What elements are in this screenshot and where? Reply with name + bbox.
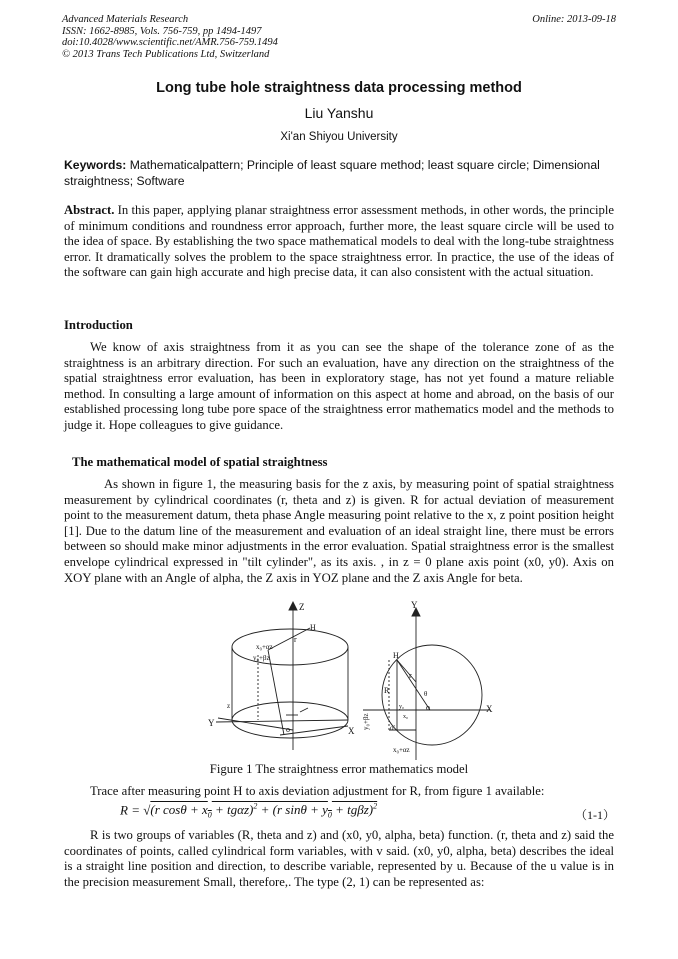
tilted-axis [268,650,284,735]
model-section-text: As shown in figure 1, the measuring basis for the z axis, by measuring point of spatial straightness measurement by cylindrical coordinates (r, theta and z) is given. R for actual deviation of measurement point to the measurement datum, theta phase Angle measuring point relative to the x, z point position height [1]. Due to the datum line of the measurement and evaluation of an ideal straight line, there must be errors between so should make minor adjustments in the error evaluation. Spatial straightness error is the smallest envelope cylindrical expressed in "tilt cylinder", as its axis. , in z = 0 plane axis point (x0, y0). Axis on XOY plane with an Angle of alpha, the Z axis in YOZ plane and the Z axis Angle for beta. [64,477,614,585]
fig-label-xa: x₀+αz [256,643,273,651]
fig-label-y-axis-2: Y [411,600,418,610]
z-axis-arrow [289,602,297,610]
fig-label-xo: x₀ [403,714,409,720]
fig-label-ya-2: y₀+βz [362,713,370,730]
fig-label-z-axis: Z [299,602,305,612]
keywords [64,158,616,189]
fig-label-h-2: H [393,651,399,660]
issn-line: ISSN: 1662-8985, Vols. 756-759, pp 1494-1497 [62,25,262,37]
introduction-heading: Introduction [64,318,133,332]
affiliation: Xi'an Shiyou University [280,131,398,143]
final-text: R is two groups of variables (R, theta and z) and (x0, y0, alpha, beta) function. (r, theta and z) said the coordinates of points, called cylindrical form variables, with v said. (x0, y0, alpha, beta) describes the ideal is a straight line position and direction, to describe variable, represented by u. Because of the u value is in the precision measurement Small, therefore,. The type (2, 1) can be represented as: [64,828,614,889]
fig-label-o: o [286,725,290,734]
doi-line: doi:10.4028/www.scientific.net/AMR.756-759.1494 [62,37,278,48]
fig-label-r-2: r [409,671,412,680]
r-line [397,660,416,682]
beta-arc [300,708,308,712]
keywords-text: Mathematicalpattern; Principle of least square method; least square circle; Dimensional straightness; Software [64,158,600,188]
abstract [64,203,614,281]
equation-sub-x0: 0 [207,810,212,820]
cylinder-top-ellipse [232,629,348,665]
fig-label-o-2: o [426,703,430,712]
equation-term1: (r cosθ + x [150,802,208,818]
fig-label-xa-2: x₀+αz [393,746,410,754]
equation-term2b: + tgβz) [331,802,374,818]
online-date: Online: 2013-09-18 [532,14,616,25]
abstract-label: Abstract. [64,203,115,217]
figure-caption: Figure 1 The straightness error mathematics model [209,762,469,776]
copyright-line: © 2013 Trans Tech Publications Ltd, Switzerland [62,48,270,60]
equation-lhs: R = [120,802,140,818]
fig-label-r: r [294,635,297,644]
fig-label-y-axis: Y [208,718,215,728]
fig-label-x-axis: X [348,726,355,736]
fig-label-ya: y₀+βz [253,654,270,662]
journal-header [62,14,616,60]
abstract-text: In this paper, applying planar straightness error assessment methods, in other words, the principle of minimum conditions and roundness error approach, further more, the least square circle will be used to the idea of space. By establishing the two space mathematical models to deal with the long-tube straightness error. It dramatically solves the problem to the space straightness error. In practice, the use of the ideas of the software can gain high accurate and high precise data, it can also consistent with the actual situation. [64,203,614,280]
journal-name: Advanced Materials Research [62,14,189,25]
keywords-label: Keywords: [64,158,127,172]
author-name: Liu Yanshu [304,105,374,121]
equation-term2: + (r sinθ + y [257,802,328,818]
figure-1-diagram [198,600,508,760]
equation-1-1 [120,802,377,820]
fig-label-z: z [227,702,231,710]
equation-sup-2: 2 [373,802,378,811]
fig-label-x-axis-2: X [486,704,493,714]
paper-title: Long tube hole straightness data processing method [156,80,522,96]
sqrt-symbol: √ [143,802,151,818]
fig-label-R: R [384,686,390,695]
equation-radicand [150,802,378,820]
trace-text: Trace after measuring point H to axis deviation adjustment for R, from figure 1 available: [90,784,545,798]
fig-label-h: H [310,623,316,632]
equation-term1b: + tgαz) [211,802,254,818]
fig-label-yo: y₀ [399,704,405,710]
equation-sup-1: 2 [253,802,258,811]
radius-r-line [268,628,310,650]
fig-label-o-prime: o' [390,724,395,732]
fig-label-theta: θ [424,690,428,698]
equation-number: （1-1） [575,808,615,822]
equation-sub-y0: 0 [327,810,332,820]
model-section-heading: The mathematical model of spatial straightness [72,455,328,469]
introduction-text: We know of axis straightness from it as you can see the shape of the tolerance zone of as the straightness is an arbitrary direction. For such an evaluation, have any direction on the straightness of the spatial straightness error evaluation, has been in exploratory stage, has not yet found a mature reliable method. In consulting a large amount of information on this aspect at home and abroad, on the basis of our established processing long tube pore space of the straightness error mathematics model and the methods to judge it. Hope colleagues to give guidance. [64,340,614,432]
